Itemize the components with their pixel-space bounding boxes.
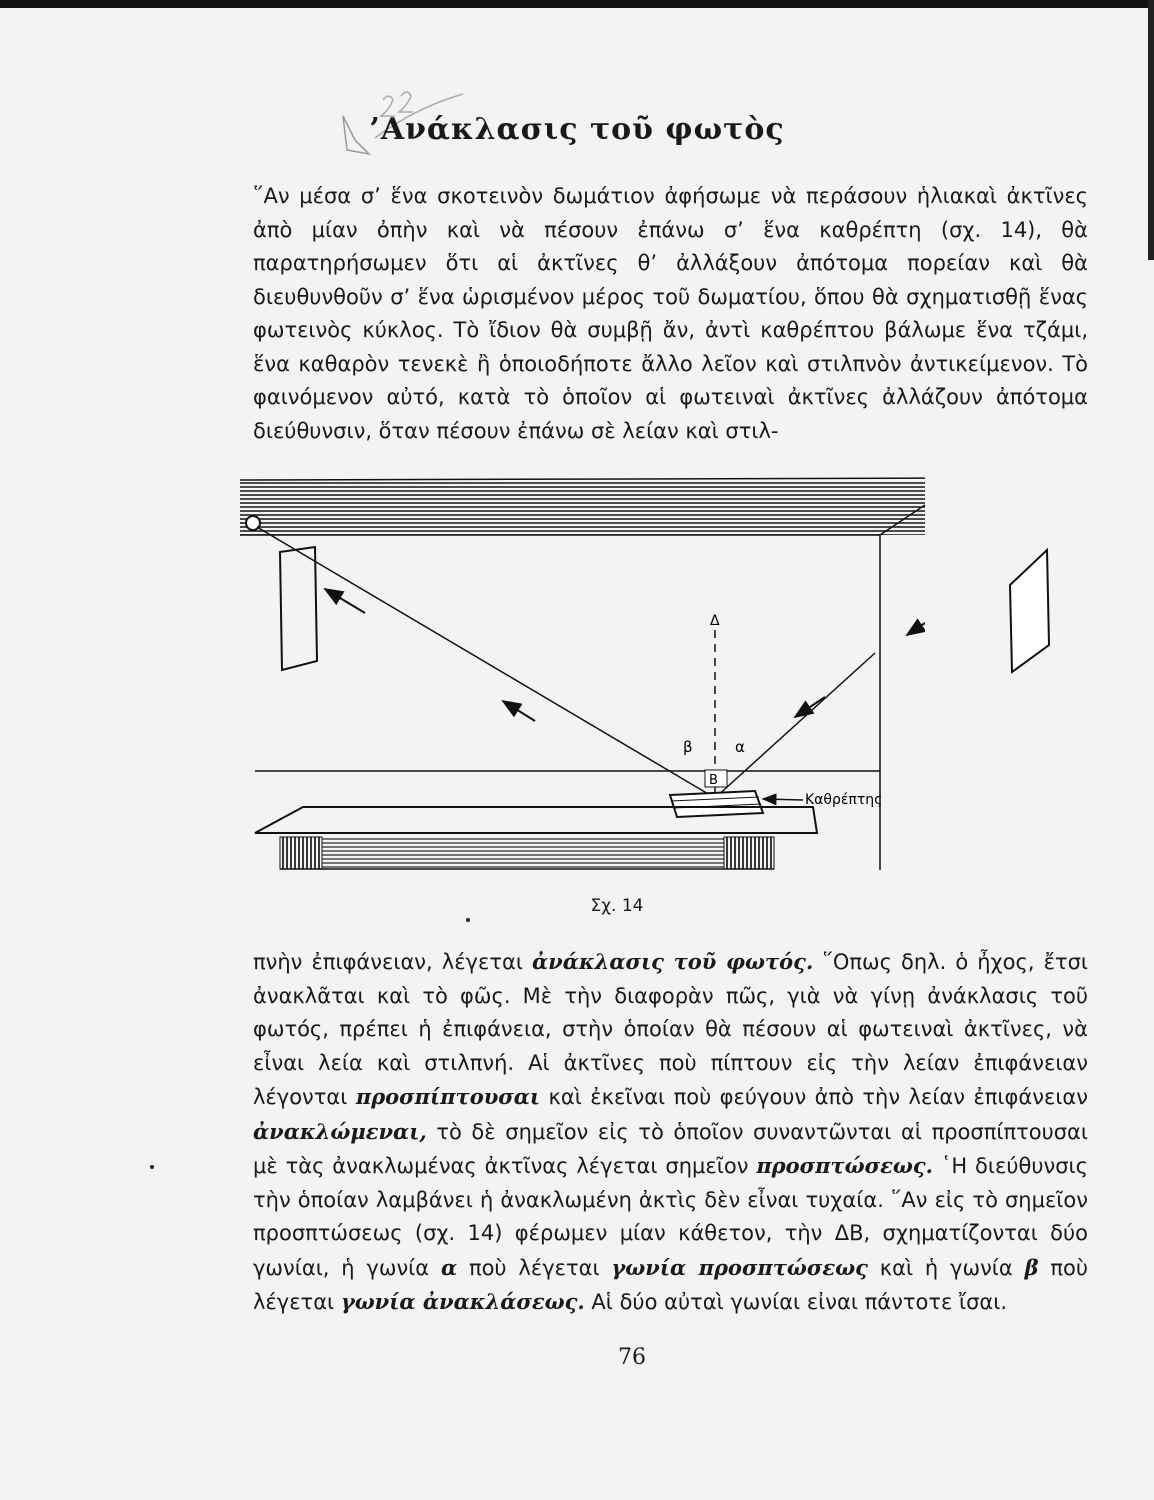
page-title: ’Ανάκλασις τοῦ φωτὸς — [369, 112, 785, 147]
table — [255, 807, 817, 869]
window-frame — [280, 547, 317, 670]
label-beta: β — [683, 738, 693, 756]
page-number: 76 — [618, 1345, 646, 1370]
incident-ray — [715, 653, 875, 798]
term-point-of-incidence: προσπτώσεως. — [756, 1153, 933, 1178]
label-delta: Δ — [710, 613, 720, 629]
ceiling — [240, 478, 925, 535]
term-alpha: α — [440, 1254, 458, 1280]
reflected-ray — [257, 527, 715, 798]
arrow-reflected-2 — [503, 701, 535, 721]
term-reflection: ἀνάκλασις τοῦ φωτός. — [531, 949, 814, 974]
arrow-reflected-1 — [325, 589, 365, 613]
arrow-incident-2 — [795, 697, 825, 717]
term-reflected: ἀνακλώμεναι, — [253, 1118, 427, 1144]
figure-caption: Σχ. 14 — [590, 896, 644, 916]
figure-reflection-diagram — [225, 465, 925, 885]
stray-mark — [150, 1165, 154, 1169]
term-incident: προσπίπτουσαι — [355, 1084, 541, 1109]
arrow-incident-1 — [907, 615, 925, 635]
term-beta: β — [1024, 1254, 1039, 1280]
stray-mark — [466, 918, 470, 922]
label-B: Β — [709, 773, 718, 788]
paragraph-definition: πνὴν ἐπιφάνειαν, λέγεται ἀνάκλασις τοῦ φωτός. ῞Οπως δηλ. ὁ ἦχος, ἔτσι ἀνακλᾶται καὶ τὸ φῶς. Μὲ τὴν διαφορὰν πῶς, γιὰ νὰ γίνῃ ἀνάκλασις τοῦ φωτός, πρέπει ἡ ἐπιφάνεια, στὴν ὁποίαν θὰ πέσουν αἱ φωτειναὶ ἀκτῖνες, νὰ εἶναι λεία καὶ στιλπνή. Αἱ ἀκτῖνες ποὺ πίπτουν εἰς τὴν λείαν ἐπιφάνειαν λέγονται προσπίπτουσαι καὶ ἐκεῖναι ποὺ φεύγουν ἀπὸ τὴν λείαν ἐπιφάνειαν ἀνακλώμεναι, τὸ δὲ σημεῖον εἰς τὸ ὁποῖον συναντῶνται αἱ προσπίπτουσαι μὲ τὰς ἀνακλωμένας ἀκτῖνας λέγεται σημεῖον προσπτώσεως. ῾Η διεύθυνσις τὴν ὁποίαν λαμβάνει ἡ ἀνακλωμένη ἀκτὶς δὲν εἶναι τυχαία. ῞Αν εἰς τὸ σημεῖον προσπτώσεως (σχ. 14) φέρωμεν μίαν κάθετον, τὴν ΔΒ, σχηματίζονται δύο γωνίαι, ἡ γωνία α ποὺ λέγεται γωνία προσπτώσεως καὶ ἡ γωνία β ποὺ λέγεται γωνία ἀνακλάσεως. Αἱ δύο αὐταὶ γωνίαι εἰναι πάντοτε ἴσαι. — [253, 949, 1088, 1314]
paragraph-intro: ῞Αν μέσα σ’ ἕνα σκοτεινὸν δωμάτιον ἀφήσωμε νὰ περάσουν ἡλιακαὶ ἀκτῖνες ἀπὸ μίαν ὀπὴν καὶ νὰ πέσουν ἐπάνω σ’ ἕνα καθρέπτη (σχ. 14), θὰ παρατηρήσωμεν ὅτι αἱ ἀκτῖνες θ’ ἀλλάξουν ἀπότομα πορείαν καὶ θὰ διευθυνθοῦν σ’ ἕνα ὡρισμένον μέρος τοῦ δωματίου, ὅπου θὰ σχηματισθῇ ἕνας φωτεινὸς κύκλος. Τὸ ἴδιον θὰ συμβῇ ἄν, ἀντὶ καθρέπτου βάλωμε ἕνα τζάμι, ἕνα καθαρὸν τενεκὲ ἢ ὁποιοδήποτε ἄλλο λεῖον καὶ στιλπνὸν ἀντικείμενον. Τὸ φαινόμενον αὐτό, κατὰ τὸ ὁποῖον αἱ φωτειναὶ ἀκτῖνες ἀλλάζουν ἀπότομα διεύθυνσιν, ὅταν πέσουν ἐπάνω σὲ λείαν καὶ στιλ- — [253, 184, 1088, 443]
label-mirror: Καθρέπτης — [805, 792, 883, 808]
page-top-edge — [0, 0, 1154, 8]
window-on-wall — [1005, 545, 1055, 675]
label-alpha: α — [735, 738, 745, 756]
mirror-pointer-arrow — [763, 799, 803, 800]
term-angle-reflection: γωνία ἀνακλάσεως. — [340, 1289, 585, 1314]
mirror — [670, 791, 763, 817]
term-angle-incidence: γωνία προσπτώσεως — [611, 1254, 868, 1280]
